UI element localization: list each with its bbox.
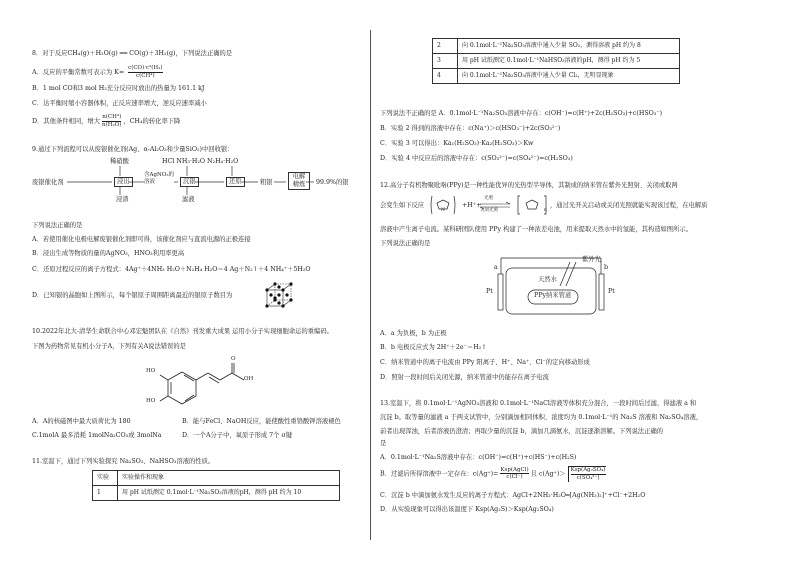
flow-crude-silver: 粗银	[260, 179, 273, 186]
q13-b-num: Ksp(AgCl)	[500, 466, 529, 473]
q11-opt-lead: 下列说法不正确的是 A．0.1mol·L⁻¹Na₂SO₃溶液中存在：c(OH⁻)=c(H⁺)+2c(H₂SO₃)+c(HSO₃⁻)	[380, 110, 663, 117]
q11-stem: 11.室温下，通过下列实验探究 Na₂SO₃、NaHSO₃溶液的性质。	[32, 458, 215, 465]
pt-right-label: Pt	[608, 288, 615, 295]
q8-d-pre: D．其他条件相同，增大	[32, 117, 101, 125]
table-cell-op: 用 pH 试纸测定 0.1mol·L⁻¹Na₂SO₃溶液的pH，测得 pH 约为 10	[118, 486, 340, 501]
q13-b-mid: 且 c(Ag⁺)＞	[530, 470, 566, 478]
q8-d-fraction	[102, 114, 121, 129]
flow-residue: 浸渣	[116, 196, 129, 203]
q13-option-b	[380, 466, 606, 482]
reversible-arrow	[478, 194, 514, 216]
q10-option-c: C.1molA 最多消耗 1molNa₂CO₃或 3molNa	[32, 432, 162, 439]
pyrrole-n-1: N	[441, 208, 445, 213]
column-divider	[370, 30, 371, 540]
q13-stem: 13.室温下，将 0.1mol·L⁻¹AgNO₃溶液和 0.1mol·L⁻¹NaCl溶液等体积充分混合，一段时间后过滤，得滤液 a 和	[380, 400, 697, 407]
q11-opt-c: C．实验 3 可以得出：Ka₁(H₂SO₃)·Ka₂(H₂SO₃)＞Kw	[380, 140, 534, 147]
q12-line3: 溶液中产生离子电流。某科研团队使用 PPy 构建了一种浓差电池，用来提取天然水中的氢能，其构造如图所示。	[380, 226, 692, 233]
q12-option-a: A．a 为负极，b 为正极	[380, 330, 447, 337]
q10-stem: 10.2022年北大-清华生命联合中心邓宏魁团队在《自然》刊发重大成果 运用小分子实现细胞命运的重编码。	[32, 328, 333, 335]
oh-label-1: HO	[146, 368, 156, 374]
q12-line2-a: 会变生如下反应	[380, 202, 425, 209]
flow-box-leach: 浸出	[114, 177, 133, 187]
q12-line4: 下列说法正确的是	[380, 240, 431, 247]
q13-option-c: C．沉淀 b 中滴加氨水发生反应的离子方程式：AgCl+2NH₃·H₂O═[Ag(NH₃)₂]⁺+Cl⁻+2H₂O	[380, 492, 646, 499]
q8-option-b: B．1 mol CO和3 mol H₂充分反应时放出的热量为 161.1 kJ	[32, 85, 205, 92]
table-cell-op: 向 0.1mol·L⁻¹Na₂SO₃溶液中通入少量 SO₂，测得溶液 pH 约为 8	[458, 39, 680, 54]
table-cell-no: 3	[433, 54, 458, 69]
q9-option-b: B．浸出生成等物质的量的AgNO₃，HNO₃利用率更高	[32, 250, 185, 257]
q8-a-fraction	[128, 65, 162, 80]
flow-arrows	[32, 158, 362, 208]
q12-line2-b: +H⁺+	[462, 202, 482, 209]
q12-stem: 12.高分子有机物聚吡咯(PPy)是一种性能优异的光热型半导体，其制成的纳米管在紫外光照射、关闭或取两	[380, 182, 678, 189]
o-label: O	[231, 356, 236, 362]
q9-option-c: C．还原过程反应的离子方程式：4Ag⁺＋4NH₃ H₂O＋N₂H₄ H₂O＝4 Ag＋N₂↑＋4 NH₄⁺＋5H₂O	[32, 266, 311, 273]
table-header-row	[93, 471, 340, 486]
q13-b-pre: B．过滤后所得溶液中一定存在：c(Ag⁺)=	[380, 470, 499, 478]
q8-option-c: C．达平衡时缩小容器体积，正反应速率增大，逆反应速率减小	[32, 100, 207, 107]
q11-table-top	[92, 470, 340, 501]
flow-end: 99.9%的银	[316, 179, 349, 186]
q8-a-den: c(CH⁴)	[136, 72, 155, 79]
q13-option-d: D．从实验现象可以得出该温度下 Ksp(Ag₂S)＞Ksp(Ag₂SO₄)	[380, 506, 554, 513]
q13-b-rden: c(SO₄²⁻)	[576, 474, 600, 481]
q13-stem-4: 是	[380, 440, 387, 447]
natural-water-label: 天然水	[538, 276, 557, 283]
table-row	[433, 69, 680, 84]
q11-table-cont	[432, 38, 680, 84]
q13-b-sqrt	[568, 466, 606, 482]
q8-a-text: A．反应的平衡常数可表示为 K=	[32, 68, 125, 76]
q11-opt-d: D．实验 4 中反应后的溶液中存在：c(SO₃²⁻)=c(SO₄²⁻)=c(H₂SO₃)	[380, 155, 573, 162]
q12-line2-c: ，通过光开关启动或关闭光照就能实现该过程，在电解质	[550, 202, 708, 209]
q13-stem-3: 前者出现浑浊，后者溶液仍澄清；再取少量的沉淀 b，滴加几滴氨水，沉淀逐渐溶解。下列说法正确的	[380, 428, 664, 435]
ppy-nanotube-label: PPy纳米管道	[534, 292, 572, 299]
q10-option-d: D．一个A分子中，氧原子形成 7个 σ键	[182, 432, 293, 439]
q12-reaction-line	[380, 194, 760, 216]
q10-stem-2: 下图为药物常见有机小分子A，下列有关A说法错误的是	[32, 343, 186, 350]
silver-unit-cell	[264, 282, 294, 310]
q13-b-frac1	[500, 467, 528, 482]
flow-reagent-1: 稀硝酸	[110, 158, 129, 165]
q8-d-den: n(H₂O)	[102, 121, 122, 128]
flow-box-refine: 电解精炼	[288, 172, 310, 190]
q13-option-a: A．0.1mol·L⁻¹Na₂S溶液中存在：c(OH⁻)=c(H⁺)+c(HS⁻)+c(H₂S)	[380, 454, 577, 461]
q11-opt-b: B．实验 2 得到的溶液中存在：c(Na⁺)＞c(HSO₃⁻)+2c(SO₃²⁻)	[380, 125, 561, 132]
electrode-b-label: b	[604, 264, 609, 271]
oh-label-3: OH	[244, 376, 254, 382]
q13-b-den: c(Cl⁻)	[506, 474, 523, 481]
pt-left-label: Pt	[486, 288, 493, 295]
flow-box-precip: 沉银	[180, 177, 199, 187]
q8-d-post: ，CH₄的转化率下降	[123, 117, 181, 125]
flow-box-reduce: 还原	[226, 177, 245, 187]
table-cell-op: 用 pH 试纸测定 0.1mol·L⁻¹NaHSO₃溶液的pH，测得 pH 约为 5	[458, 54, 680, 69]
oh-label-2: HO	[146, 398, 156, 404]
table-cell-no: 2	[433, 39, 458, 54]
flow-reagent-2: HCl NH₃·H₂O N₂H₄·H₂O	[162, 158, 239, 165]
q12-option-c: C．纳米管道中的离子电流由 PPy 阳离子、H⁺、Na⁺、Cl⁻的定向移动形成	[380, 359, 590, 366]
electrode-a-label: a	[494, 264, 498, 271]
caffeic-acid-structure	[146, 356, 262, 416]
q9-flowchart	[32, 158, 362, 208]
uv-light-label: 紫外光	[582, 256, 601, 263]
ppy-cell-diagram	[488, 252, 618, 324]
q13-b-rnum: Ksp(Ag₂SO₄)	[570, 467, 606, 473]
q10-option-a: A．A的核磁图中最大质荷比为 180	[32, 418, 131, 425]
flow-start: 废银催化剂	[32, 179, 64, 186]
table-cell-no: 4	[433, 69, 458, 84]
q12-option-b: B．b 电极反应式为 2H⁺＋2e⁻＝H₂↑	[380, 344, 487, 351]
molecule-drawing	[152, 358, 262, 416]
table-row	[433, 39, 680, 54]
flow-filtrate: 滤液	[182, 196, 195, 203]
q9-option-a: A．若使用催化电极电解废银催化剂即可得，该催化剂应与直流电源的正极连接	[32, 236, 251, 243]
table-row	[93, 486, 340, 501]
q8-d-num: n(CH⁴)	[102, 114, 122, 120]
q9-option-d: D．已知银的晶胞如上图所示，每个银原子周围距离最近的银原子数目为	[32, 292, 233, 299]
table-row	[433, 54, 680, 69]
arrow-top-label: 光照	[484, 196, 493, 201]
q8-option-a	[32, 65, 163, 80]
table-header-op: 实验操作和现象	[118, 471, 340, 486]
q8-stem: 8．对于反应CH₄(g)＋H₂O(g) ══ CO(g)＋3H₂(g)，下列说法正确的是	[32, 50, 233, 57]
q12-option-d: D．照射一段时间后关闭光源，纳米管道中仍能存在离子电流	[380, 374, 549, 381]
arrow-bottom-label: 关闭光照	[480, 208, 498, 213]
q9-lead: 下列说法正确的是	[32, 222, 83, 229]
q9-stem: 9.通过下列流程可以从废银催化剂(Ag、α-Al₂O₃和少量SiO₂)中回收银：	[32, 146, 234, 153]
table-header-no: 实验	[93, 471, 118, 486]
q10-option-b: B．能与FeCl、NaOH反应，能使酸性重铬酸钾溶液褪色	[182, 418, 341, 425]
q8-a-num: c(CO)·c³(H₂)	[128, 65, 163, 71]
q13-stem-2: 沉淀 b。取等量的滤液 a 于两支试管中，分别滴加相同体积、浓度均为 0.1mol·L⁻¹的 Na₂S 溶液和 Na₂SO₄溶液，	[380, 414, 703, 421]
table-cell-op: 向 0.1mol·L⁻¹Na₂SO₃溶液中通入少量 Cl₂，无明显现象	[458, 69, 680, 84]
flow-mid-solution: 含AgNO₃的溶液	[144, 172, 175, 185]
q8-option-d	[32, 114, 180, 129]
polymer-n: n	[544, 208, 547, 213]
table-cell-no: 1	[93, 486, 118, 501]
